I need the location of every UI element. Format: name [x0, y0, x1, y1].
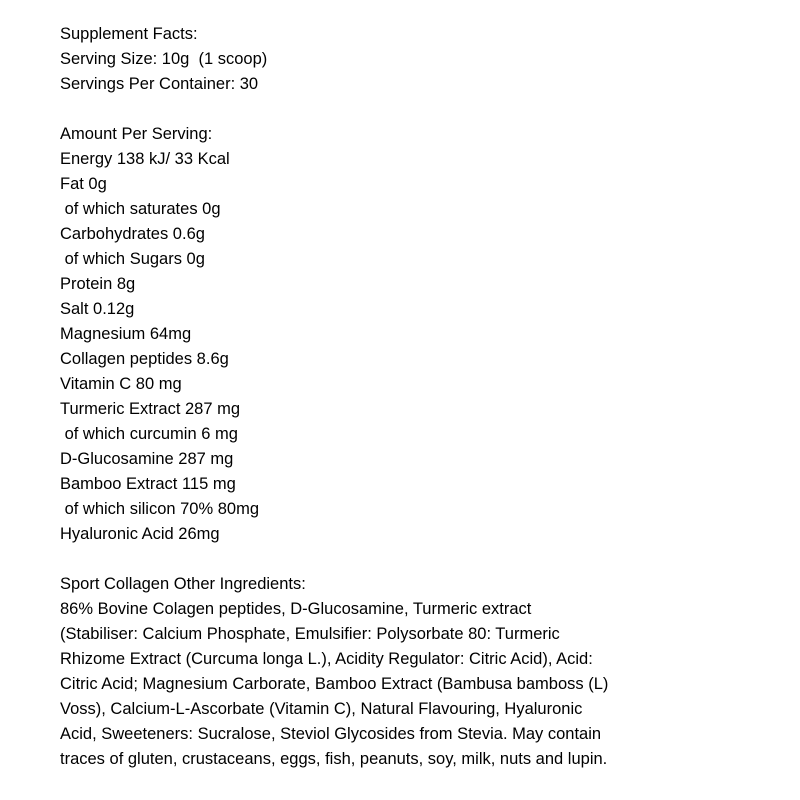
facts-title: Supplement Facts:	[60, 25, 198, 43]
nutrient-collagen-peptides: Collagen peptides 8.6g	[60, 350, 229, 368]
nutrient-protein: Protein 8g	[60, 275, 136, 293]
nutrient-sugars: of which Sugars 0g	[60, 250, 205, 268]
section-spacer	[60, 547, 760, 572]
ingredients-line: Voss), Calcium-L-Ascorbate (Vitamin C), Natural Flavouring, Hyaluronic	[60, 700, 583, 718]
ingredients-line: Acid, Sweeteners: Sucralose, Steviol Glycosides from Stevia. May contain	[60, 725, 602, 743]
nutrient-d-glucosamine: D-Glucosamine 287 mg	[60, 450, 234, 468]
ingredients-line: (Stabiliser: Calcium Phosphate, Emulsifier: Polysorbate 80: Turmeric	[60, 625, 560, 643]
serving-size: Serving Size: 10g (1 scoop)	[60, 50, 268, 68]
ingredients-heading: Sport Collagen Other Ingredients:	[60, 575, 306, 593]
nutrient-salt: Salt 0.12g	[60, 300, 135, 318]
nutrient-bamboo-extract: Bamboo Extract 115 mg	[60, 475, 236, 493]
amount-per-serving-heading: Amount Per Serving:	[60, 125, 213, 143]
ingredients-line: Citric Acid; Magnesium Carborate, Bamboo Extract (Bambusa bamboss (L)	[60, 675, 609, 693]
supplement-facts-document	[60, 22, 760, 772]
nutrient-silicon: of which silicon 70% 80mg	[60, 500, 260, 518]
ingredients-line: traces of gluten, crustaceans, eggs, fish, peanuts, soy, milk, nuts and lupin.	[60, 750, 608, 768]
nutrient-energy: Energy 138 kJ/ 33 Kcal	[60, 150, 230, 168]
nutrient-curcumin: of which curcumin 6 mg	[60, 425, 238, 443]
servings-per-container: Servings Per Container: 30	[60, 75, 259, 93]
section-spacer	[60, 97, 760, 122]
nutrient-carbohydrates: Carbohydrates 0.6g	[60, 225, 205, 243]
ingredients-line: Rhizome Extract (Curcuma longa L.), Acidity Regulator: Citric Acid), Acid:	[60, 650, 593, 668]
nutrient-magnesium: Magnesium 64mg	[60, 325, 192, 343]
nutrient-fat: Fat 0g	[60, 175, 107, 193]
nutrient-vitamin-c: Vitamin C 80 mg	[60, 375, 182, 393]
nutrient-saturates: of which saturates 0g	[60, 200, 221, 218]
nutrient-hyaluronic-acid: Hyaluronic Acid 26mg	[60, 525, 220, 543]
nutrient-turmeric-extract: Turmeric Extract 287 mg	[60, 400, 241, 418]
ingredients-line: 86% Bovine Colagen peptides, D-Glucosamine, Turmeric extract	[60, 600, 532, 618]
